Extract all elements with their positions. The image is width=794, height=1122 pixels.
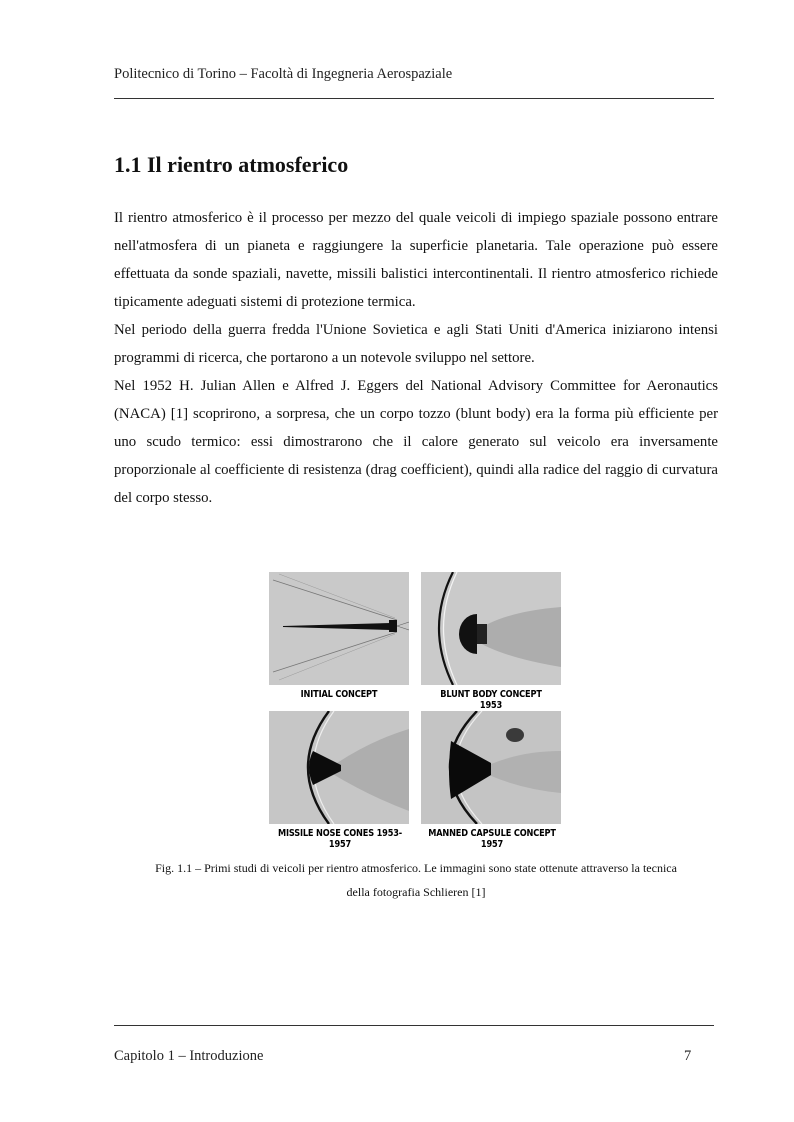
caption-line: della fotografia Schlieren [1] bbox=[346, 885, 486, 899]
footer-rule bbox=[114, 1025, 714, 1026]
footer-chapter: Capitolo 1 – Introduzione bbox=[114, 1048, 264, 1064]
schlieren-figure bbox=[266, 569, 566, 850]
panel-label: BLUNT BODY CONCEPT 1953 bbox=[440, 689, 542, 711]
page-number: 7 bbox=[684, 1048, 692, 1064]
paragraph: Nel 1952 H. Julian Allen e Alfred J. Eggers del National Advisory Committee for Aeronautics (NACA) [1] scoprirono, a sorpresa, che un corpo tozzo (blunt body) era la forma più efficiente per uno scudo termico: essi dimostrarono che il calore generato sul veicolo era inversamente proporzionale al coefficiente di resistenza (drag coefficient), quindi alla radice del raggio di curvatura del corpo stesso. bbox=[114, 378, 718, 506]
caption-line: Fig. 1.1 – Primi studi di veicoli per rientro atmosferico. Le immagini sono state ottenute attraverso la tecnica bbox=[155, 861, 677, 875]
paragraph: Nel periodo della guerra fredda l'Unione Sovietica e agli Stati Uniti d'America iniziarono intensi programmi di ricerca, che portarono a un notevole sviluppo nel settore. bbox=[114, 322, 718, 366]
panel-label: MANNED CAPSULE CONCEPT 1957 bbox=[428, 828, 556, 850]
panel-label: MISSILE NOSE CONES 1953-1957 bbox=[277, 828, 403, 850]
panel-label: INITIAL CONCEPT bbox=[300, 689, 378, 700]
figure-panel-missile-nose-cones bbox=[269, 711, 409, 824]
figure-panel-manned-capsule bbox=[421, 711, 561, 824]
header-rule bbox=[114, 98, 714, 99]
paragraph: Il rientro atmosferico è il processo per mezzo del quale veicoli di impiego spaziale possono entrare nell'atmosfera di un pianeta e raggiungere la superficie planetaria. Tale operazione può essere effettuata da sonde spaziali, navette, missili balistici intercontinentali. Il rientro atmosferico richiede tipicamente adeguati sistemi di protezione termica. bbox=[114, 210, 718, 310]
schlieren-photo-nose-cone bbox=[269, 711, 409, 824]
schlieren-photo-slender-body bbox=[269, 572, 409, 685]
figure-panel-initial-concept bbox=[269, 572, 409, 685]
section-title: 1.1 Il rientro atmosferico bbox=[114, 152, 349, 177]
header-text: Politecnico di Torino – Facoltà di Ingegneria Aerospaziale bbox=[114, 66, 453, 82]
figure-panel-blunt-body bbox=[421, 572, 561, 685]
figure-caption bbox=[114, 856, 718, 904]
body-text bbox=[114, 204, 718, 512]
schlieren-photo-capsule bbox=[421, 711, 561, 824]
schlieren-photo-blunt-body bbox=[421, 572, 561, 685]
